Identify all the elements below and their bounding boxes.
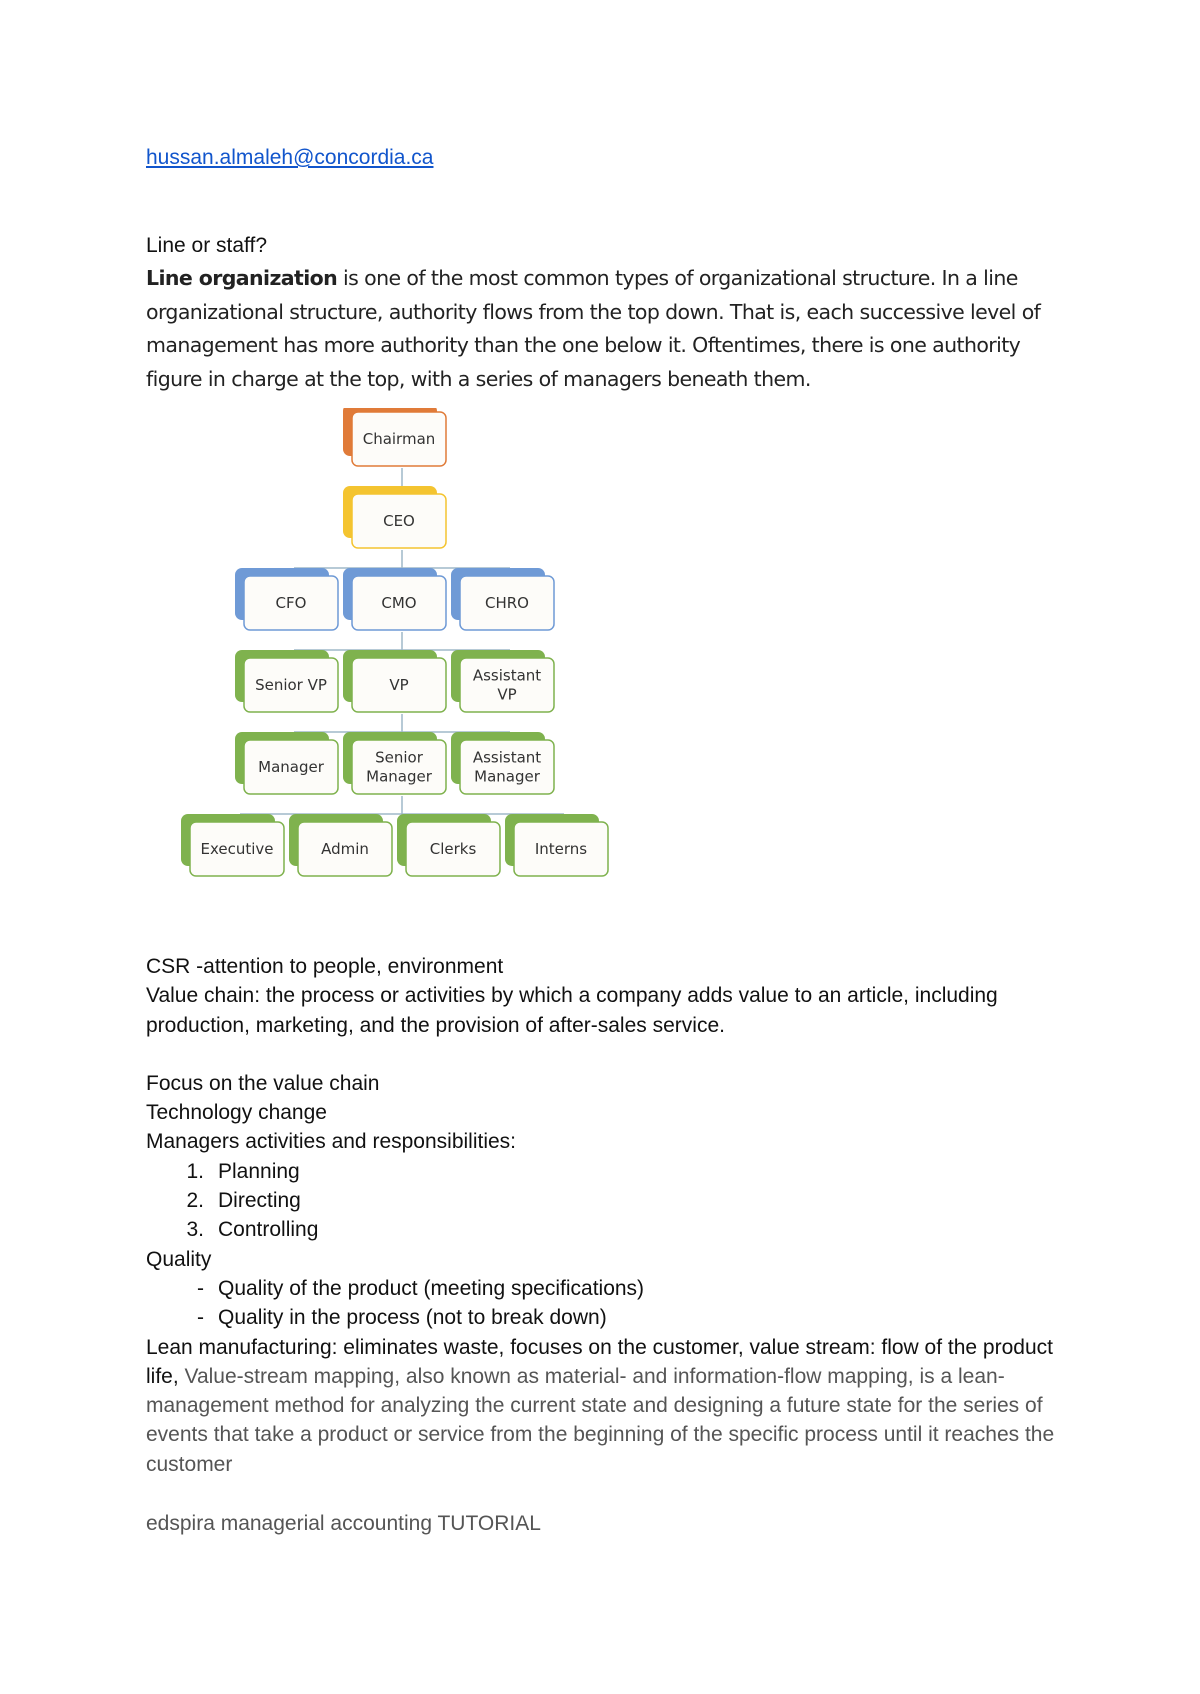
org-node-label: VP (497, 685, 517, 704)
org-chart (175, 408, 625, 898)
email-link[interactable]: hussan.almaleh@concordia.ca (146, 146, 434, 169)
lean-paragraph (146, 1333, 1076, 1479)
org-node-label: CEO (383, 512, 415, 530)
org-node (181, 814, 284, 876)
managers-heading: Managers activities and responsibilities: (146, 1130, 517, 1154)
lean-main: Lean manufacturing: eliminates waste, focuses on the customer, value stream: flow of the product life, (146, 1335, 1053, 1388)
footer-note: edspira managerial accounting TUTORIAL (146, 1512, 541, 1535)
focus-line: Focus on the value chain (146, 1071, 380, 1095)
org-node (235, 650, 338, 712)
org-node-label: Senior VP (255, 676, 327, 694)
org-node (343, 568, 446, 630)
org-node-label: Assistant (472, 748, 542, 767)
quality-list (146, 1274, 1076, 1333)
org-node (343, 732, 446, 794)
org-node-label: Admin (321, 840, 369, 858)
org-node (505, 814, 608, 876)
list-item: 2. Directing (186, 1189, 301, 1213)
org-node (343, 408, 446, 466)
value-chain-line: Value chain: the process or activities by which a company adds value to an article, including production, marketing, and the provision of after-sales service. (146, 984, 998, 1037)
org-node-label: CHRO (485, 594, 529, 612)
org-node (397, 814, 500, 876)
list-item: - Quality in the process (not to break down) (197, 1306, 607, 1330)
org-node-label: Interns (534, 840, 588, 858)
definition-term: Line organization (146, 266, 338, 290)
org-node-label: Manager (474, 767, 540, 786)
org-node-label: Manager (258, 758, 324, 776)
lean-grey: Value-stream mapping, also known as material- and information-flow mapping, is a lean-management method for analyzing the current state and designing a future state for the series of events that take a product or service from the beginning of the specific process until it reaches the customer (146, 1364, 1055, 1476)
org-node (289, 814, 392, 876)
org-node (451, 568, 554, 630)
quality-heading: Quality (146, 1247, 212, 1271)
csr-line: CSR -attention to people, environment (146, 955, 504, 978)
org-node (235, 732, 338, 794)
org-node (451, 650, 554, 712)
tech-line: Technology change (146, 1101, 327, 1125)
org-node-label: CMO (381, 594, 417, 612)
org-node-label: VP (389, 676, 409, 694)
org-node-label: CFO (275, 594, 307, 612)
line-organization-definition (146, 262, 1076, 396)
org-node-label: Executive (200, 840, 274, 858)
org-node (235, 568, 338, 630)
list-item: 3. Controlling (186, 1218, 319, 1242)
org-node (343, 486, 446, 548)
org-node-label: Manager (366, 767, 432, 786)
org-node (343, 650, 446, 712)
org-node-label: Assistant (472, 666, 542, 685)
definition-text: is one of the most common types of organizational structure. In a line organizational structure, authority flows from the top down. That is, each successive level of management has more authority than the one below it. Oftentimes, there is one authority figure in charge at the top, with a series of managers beneath them. (146, 266, 1041, 391)
notes-body (146, 952, 1076, 1479)
org-node-label: Chairman (362, 430, 436, 448)
org-node (451, 732, 554, 794)
manager-list (146, 1157, 1076, 1245)
list-item: 1. Planning (186, 1159, 300, 1183)
org-node-label: Clerks (429, 840, 477, 858)
list-item: - Quality of the product (meeting specifications) (197, 1276, 645, 1300)
question-line: Line or staff? (146, 234, 268, 257)
org-node-label: Senior (375, 748, 423, 767)
